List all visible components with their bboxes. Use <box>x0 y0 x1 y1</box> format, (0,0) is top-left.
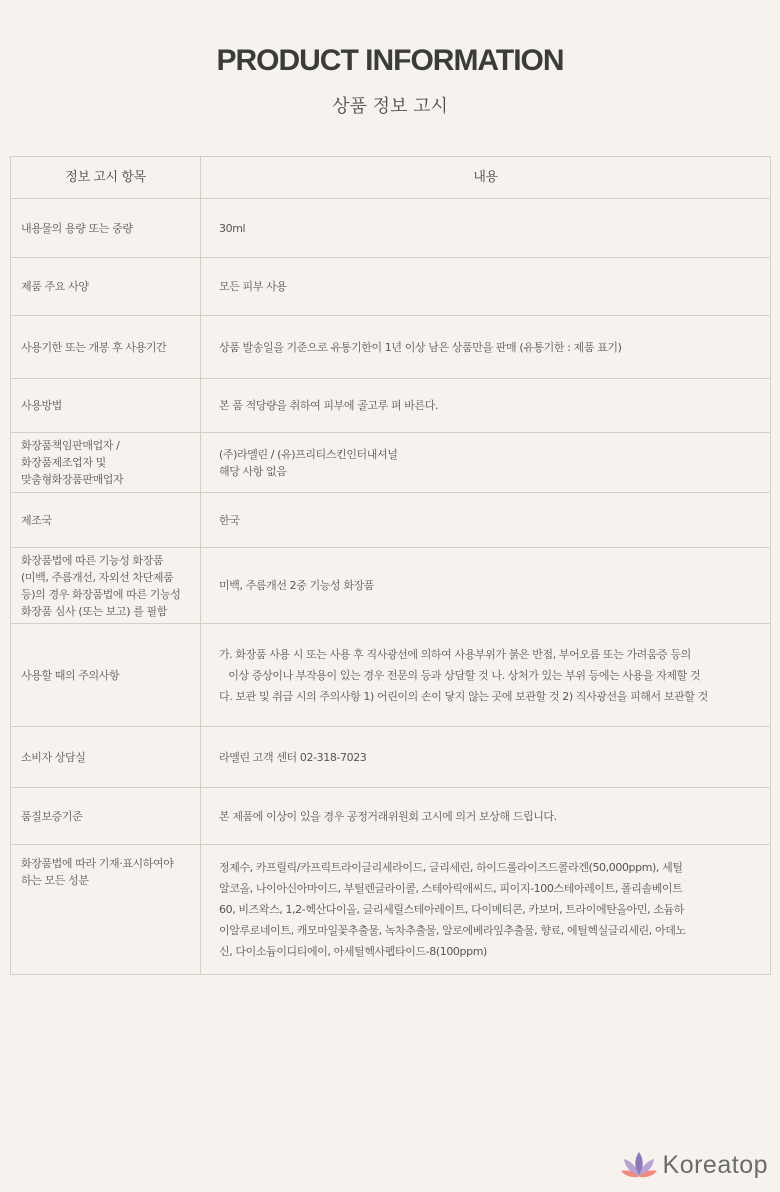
row-value <box>201 433 771 493</box>
row-value <box>201 624 771 727</box>
table-row <box>11 199 771 258</box>
table-row <box>11 316 771 379</box>
row-value-line: 정제수, 카프릴릭/카프릭트라이글리세라이드, 글리세린, 하이드롤라이즈드콜라겐(50,000ppm), 세틸 <box>219 861 683 874</box>
column-header-content: 내용 <box>201 157 771 199</box>
table-row <box>11 433 771 493</box>
row-label: 화장품법에 따른 기능성 화장품 (미백, 주름개선, 자외선 차단제품 등)의 경우 화장품법에 따른 기능성 화장품 심사 (또는 보고) 를 필함 <box>11 548 201 624</box>
table-row <box>11 727 771 788</box>
product-info-table <box>10 156 771 975</box>
row-value-line: 다. 보관 및 취급 시의 주의사항 1) 어린이의 손이 닿지 않는 곳에 보관할 것 2) 직사광선을 피해서 보관할 것 <box>219 689 708 703</box>
row-value <box>201 845 771 975</box>
page-title: PRODUCT INFORMATION <box>216 44 564 77</box>
row-value <box>201 493 771 548</box>
table-row <box>11 624 771 727</box>
row-value <box>201 379 771 433</box>
row-label: 사용기한 또는 개봉 후 사용기간 <box>11 316 201 379</box>
row-value <box>201 258 771 316</box>
row-value <box>201 727 771 788</box>
row-label: 품질보증기준 <box>11 788 201 845</box>
table-row <box>11 379 771 433</box>
row-label: 사용할 때의 주의사항 <box>11 624 201 727</box>
row-value <box>201 788 771 845</box>
row-label: 소비자 상담실 <box>11 727 201 788</box>
row-value-line: 한국 <box>219 513 240 527</box>
row-value-line: 알코올, 나이아신아마이드, 부틸렌글라이콜, 스테아릭애씨드, 피이지-100스테아레이트, 폴리솔베이트 <box>219 882 683 895</box>
table-row <box>11 493 771 548</box>
row-value-line: 60, 비즈왁스, 1,2-헥산다이올, 글리세릴스테아레이트, 다이메티콘, 카보머, 트라이에탄올아민, 소듐하 <box>219 903 684 916</box>
row-value-line: 가. 화장품 사용 시 또는 사용 후 직사광선에 의하여 사용부위가 붉은 반점, 부어오름 또는 가려움증 등의 <box>219 647 691 661</box>
row-value-line: 라멜린 고객 센터 02-318-7023 <box>219 750 367 764</box>
row-value-line: (주)라멜린 / (유)프리티스킨인터내셔널 <box>219 447 398 461</box>
row-label: 내용물의 용량 또는 중량 <box>11 199 201 258</box>
row-label: 화장품법에 따라 기재·표시하여야 하는 모든 성분 <box>11 845 201 975</box>
row-value-line: 이알루로네이트, 캐모마일꽃추출물, 녹차추출물, 알로에베라잎추출물, 향료, 에틸헥실글리세린, 아데노 <box>219 924 686 937</box>
table-row <box>11 845 771 975</box>
row-value-line: 이상 증상이나 부작용이 있는 경우 전문의 등과 상담할 것 나. 상처가 있는 부위 등에는 사용을 자제할 것 <box>219 668 701 682</box>
row-value-line: 모든 피부 사용 <box>219 280 287 293</box>
row-value <box>201 316 771 379</box>
row-value-line: 본 제품에 이상이 있을 경우 공정거래위원회 고시에 의거 보상해 드립니다. <box>219 809 557 823</box>
row-value-line: 상품 발송일을 기준으로 유통기한이 1년 이상 남은 상품만을 판매 (유통기한 : 제품 표기) <box>219 340 622 354</box>
row-value-line: 본 품 적당량을 취하여 피부에 골고루 펴 바른다. <box>219 399 439 412</box>
row-value-line: 미백, 주름개선 2중 기능성 화장품 <box>219 579 375 592</box>
row-value-line: 신, 다이소듐이디티에이, 아세틸헥사펩타이드-8(100ppm) <box>219 945 487 958</box>
table-header-row <box>11 157 771 199</box>
table-row <box>11 258 771 316</box>
column-header-item: 정보 고시 항목 <box>11 157 201 199</box>
row-label: 제조국 <box>11 493 201 548</box>
row-value <box>201 199 771 258</box>
row-label: 사용방법 <box>11 379 201 433</box>
table-row <box>11 548 771 624</box>
brand-name: Koreatop <box>662 1150 768 1179</box>
row-label: 화장품책임판매업자 / 화장품제조업자 및 맞춤형화장품판매업자 <box>11 433 201 493</box>
row-label: 제품 주요 사양 <box>11 258 201 316</box>
row-value <box>201 548 771 624</box>
lotus-logo-icon <box>619 1150 659 1180</box>
row-value-line: 30ml <box>219 221 246 235</box>
row-value-line: 해당 사항 없음 <box>219 464 287 478</box>
table-row <box>11 788 771 845</box>
page-subtitle: 상품 정보 고시 <box>332 96 448 117</box>
brand-watermark <box>619 1150 768 1180</box>
